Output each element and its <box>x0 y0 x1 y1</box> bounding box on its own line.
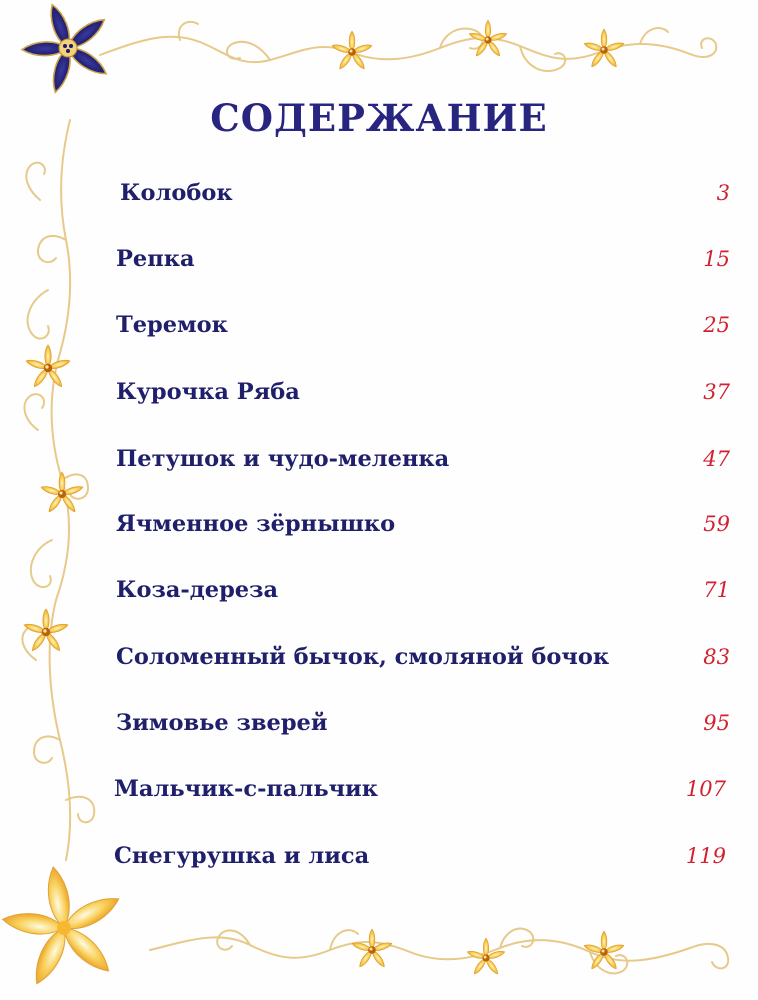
entry-page-number: 71 <box>703 578 730 602</box>
entry-title: Петушок и чудо-меленка <box>116 446 450 472</box>
toc-entry[interactable] <box>116 511 730 545</box>
entry-title: Курочка Ряба <box>116 379 300 405</box>
entry-page-number: 37 <box>703 380 730 404</box>
toc-entry[interactable] <box>116 644 730 678</box>
toc-entry[interactable] <box>116 379 730 413</box>
entry-title: Репка <box>116 246 195 272</box>
entry-page-number: 95 <box>703 711 730 735</box>
toc-entry[interactable] <box>120 180 730 214</box>
entry-title: Снегурушка и лиса <box>114 843 370 869</box>
entry-title: Ячменное зёрнышко <box>116 511 396 537</box>
entry-page-number: 15 <box>703 247 730 271</box>
toc-entry[interactable] <box>116 312 730 346</box>
toc-entry[interactable] <box>116 577 730 611</box>
entry-title: Мальчик-с-пальчик <box>114 776 378 802</box>
entry-page-number: 59 <box>703 512 730 536</box>
toc-entry[interactable] <box>116 246 730 280</box>
entry-title: Зимовье зверей <box>116 710 328 736</box>
entry-title: Теремок <box>116 312 228 338</box>
toc-entry[interactable] <box>116 446 730 480</box>
entry-page-number: 83 <box>703 645 730 669</box>
entry-title: Колобок <box>120 180 233 206</box>
entry-title: Соломенный бычок, смоляной бочок <box>116 644 610 670</box>
entry-page-number: 25 <box>703 313 730 337</box>
entry-page-number: 119 <box>685 844 726 868</box>
toc-entry[interactable] <box>114 843 726 877</box>
toc-entry[interactable] <box>114 776 726 810</box>
entry-page-number: 107 <box>685 777 726 801</box>
entry-page-number: 3 <box>716 181 730 205</box>
entry-title: Коза-дереза <box>116 577 279 603</box>
entry-page-number: 47 <box>703 447 730 471</box>
toc-entry[interactable] <box>116 710 730 744</box>
page-title: СОДЕРЖАНИЕ <box>210 96 548 140</box>
